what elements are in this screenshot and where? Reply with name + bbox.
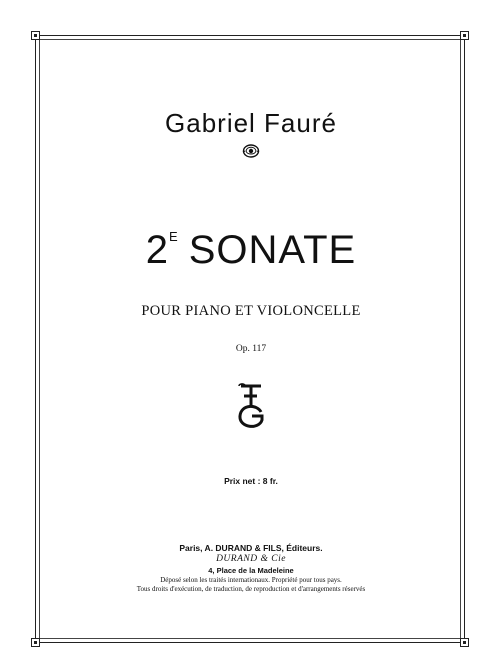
corner-ornament-top-right [460,31,469,40]
corner-ornament-bottom-right [460,638,469,647]
corner-ornament-top-left [31,31,40,40]
copyright-notice: Déposé selon les traités internationaux. Propriété pour tous pays. [160,576,342,584]
rose-ornament-icon [242,143,260,159]
title-superscript: E [169,229,179,244]
publisher-line: Paris, A. DURAND & FILS, Éditeurs. [179,543,323,553]
instrumentation-subtitle: POUR PIANO ET VIOLONCELLE [141,303,361,319]
title-number: 2 [145,228,170,272]
opus-number: Op. 117 [235,344,267,354]
composer-name: Gabriel Fauré [165,108,337,138]
title-word: SONATE [188,228,357,272]
work-title [0,228,502,273]
publisher-monogram-logo [233,382,269,432]
price-label: Prix net : 8 fr. [224,476,278,486]
rights-notice: Tous droits d'exécution, de traduction, de reproduction et d'arrangements réservés [136,585,366,593]
publisher-address: 4, Place de la Madeleine [208,566,294,575]
publisher-firm: DURAND & Cie [216,554,286,564]
corner-ornament-bottom-left [31,638,40,647]
